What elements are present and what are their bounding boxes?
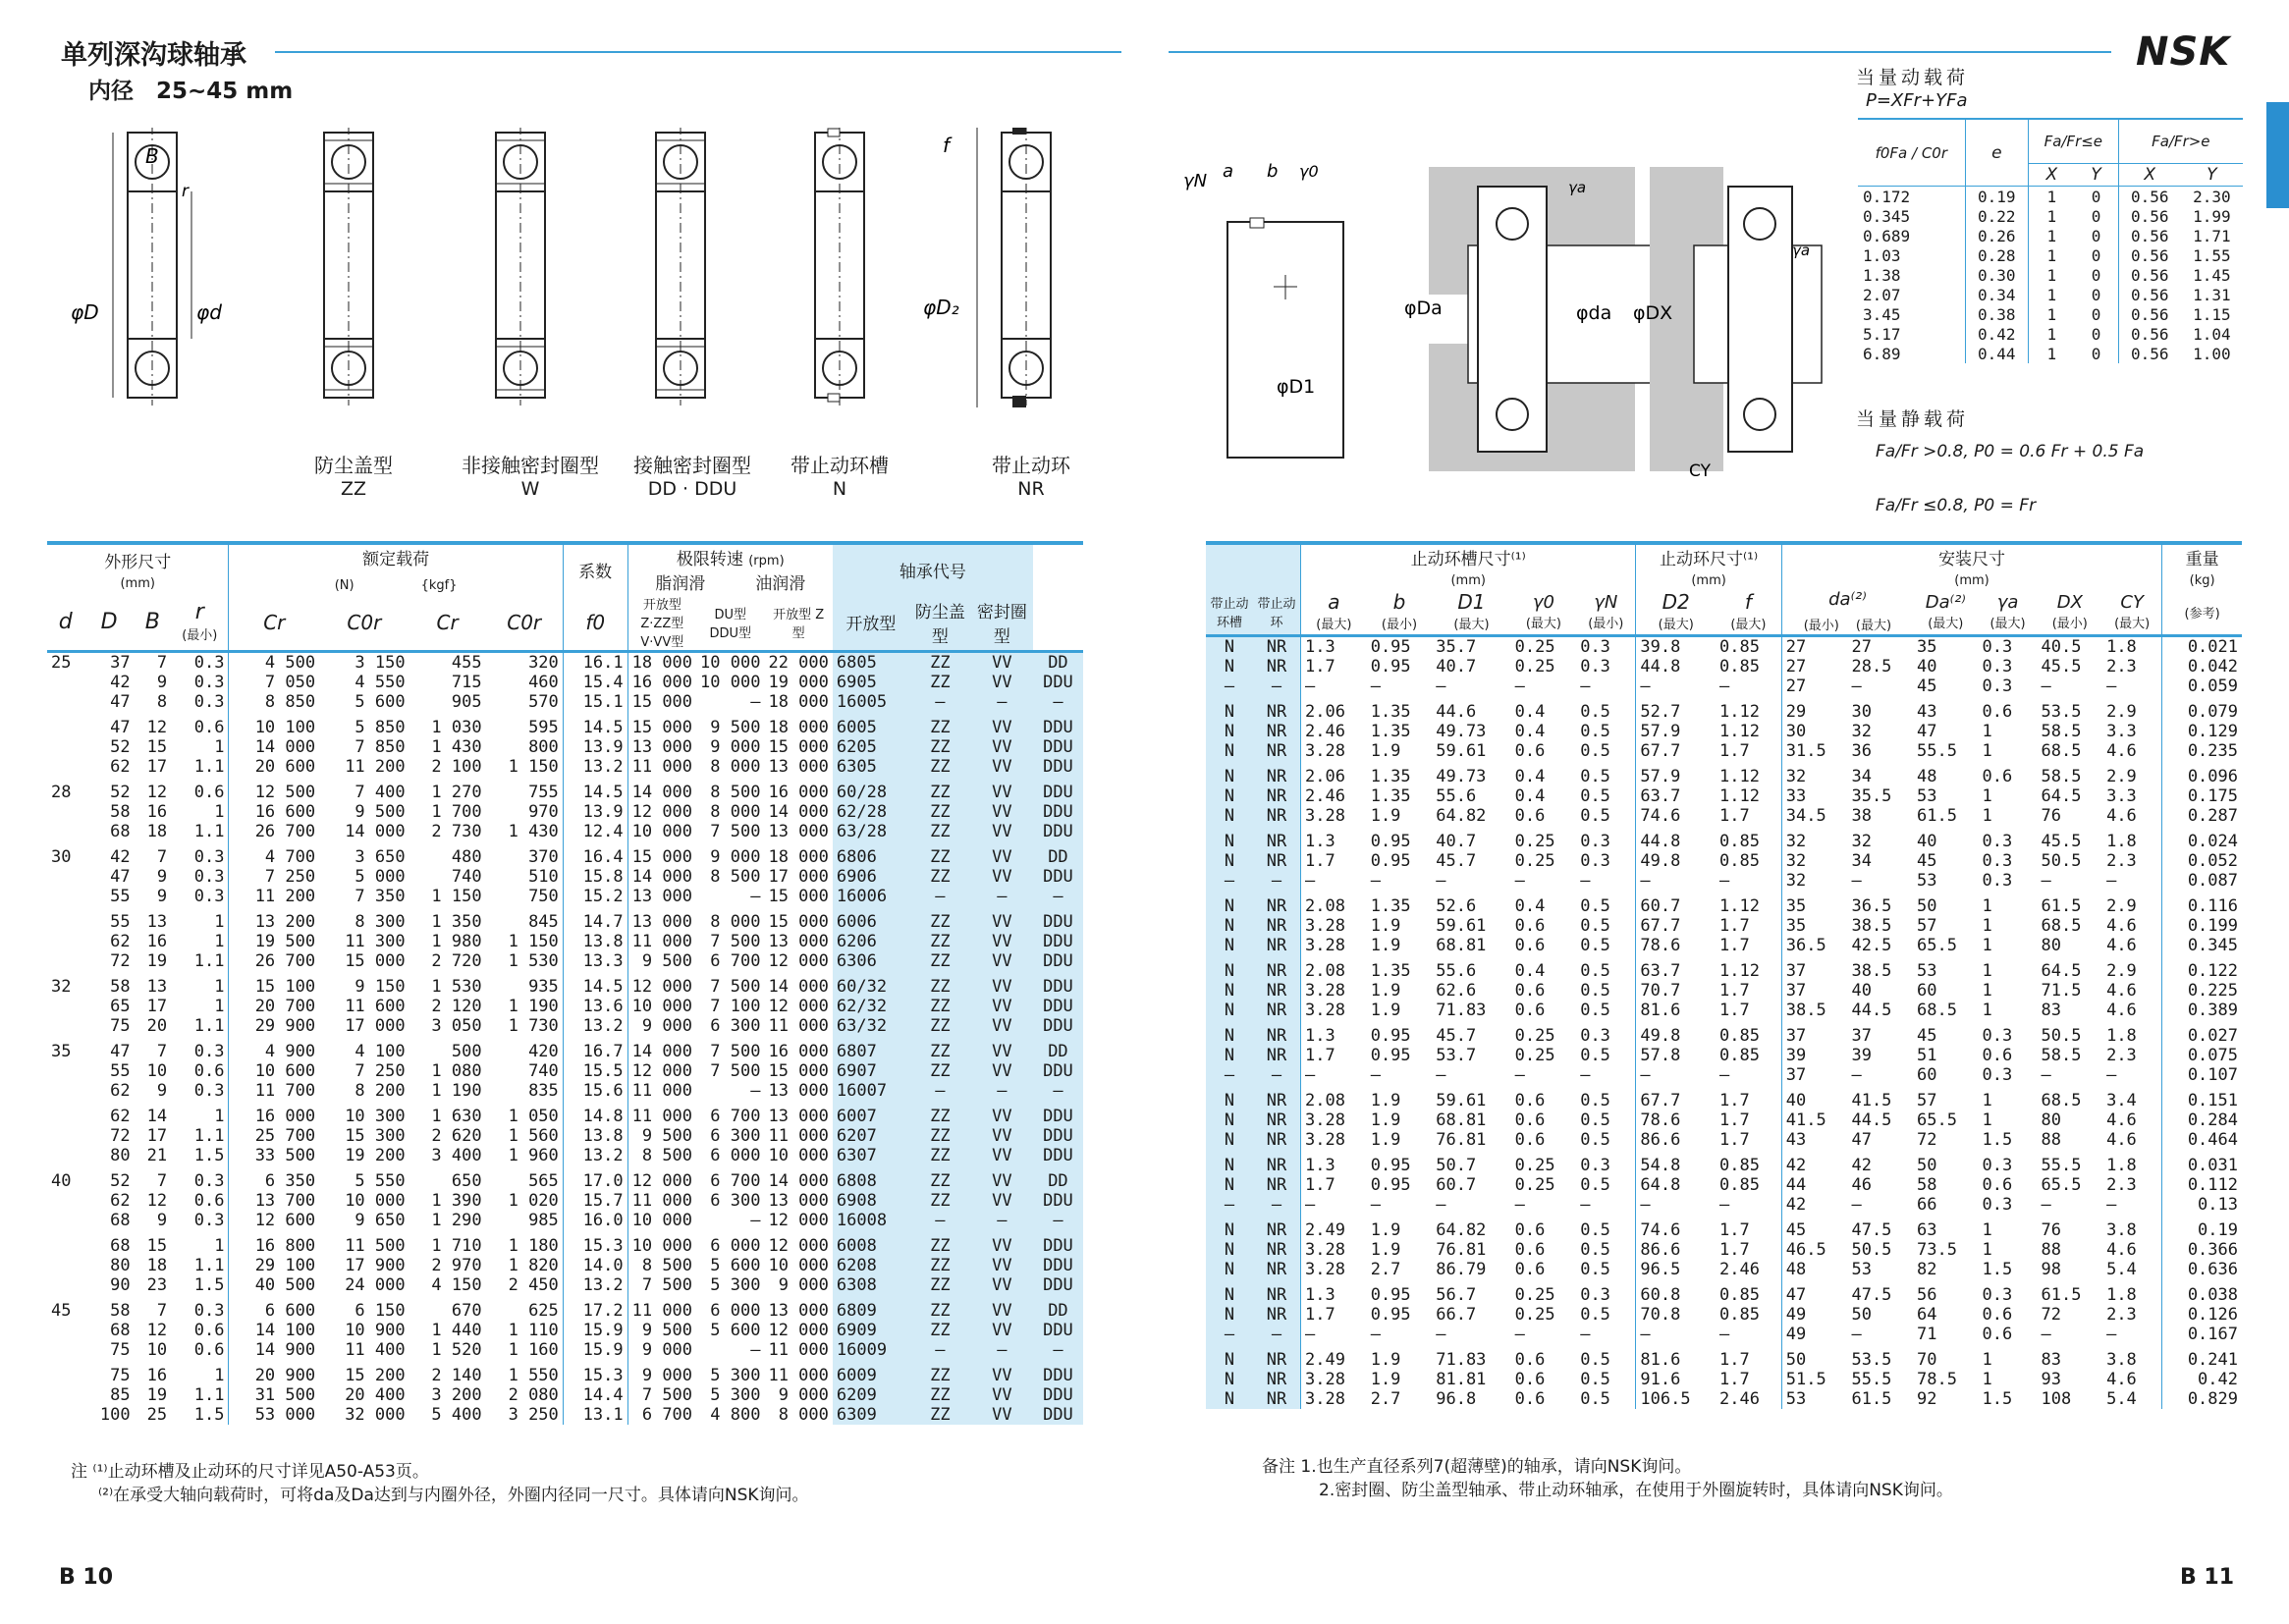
table-row: N NR 2.08 1.35 55.6 0.4 0.5 63.7 1.12 37 38.5 53 1 64.5 2.9 0.122 xyxy=(1206,955,2242,981)
table-row: 72 19 1.1 26 700 15 000 2 720 1 530 13.3 9 500 6 700 12 000 6306 ZZ VV DDU xyxy=(47,951,1083,971)
table-row: N NR 2.49 1.9 64.82 0.6 0.5 74.6 1.7 45 47.5 63 1 76 3.8 0.19 xyxy=(1206,1215,2242,1240)
page-number-right: B 11 xyxy=(2180,1565,2235,1590)
table-row: N NR 1.3 0.95 45.7 0.25 0.3 49.8 0.85 37 37 45 0.3 50.5 1.8 0.027 xyxy=(1206,1020,2242,1046)
hdr-coef: 系数 xyxy=(563,543,627,594)
table-row: N NR 3.28 2.7 86.79 0.6 0.5 96.5 2.46 48 53 82 1.5 98 5.4 0.636 xyxy=(1206,1260,2242,1279)
svg-text:γa: γa xyxy=(1568,179,1587,196)
bearing-figures xyxy=(59,128,1100,422)
svg-text:γN: γN xyxy=(1183,171,1208,191)
table-row: 75 10 0.6 14 900 11 400 1 520 1 160 15.9 9 000 — 11 000 16009 — — — xyxy=(47,1340,1083,1360)
load-row: 3.45 0.38 1 0 0.56 1.15 xyxy=(1863,304,2231,324)
fig-w-bearing xyxy=(496,128,545,406)
table-row: 75 20 1.1 29 900 17 000 3 050 1 730 13.2 9 000 6 300 11 000 63/32 ZZ VV DDU xyxy=(47,1016,1083,1036)
table-row: 55 13 1 13 200 8 300 1 350 845 14.7 13 000 8 000 15 000 6006 ZZ VV DDU xyxy=(47,906,1083,932)
table-row: N NR 3.28 1.9 59.61 0.6 0.5 67.7 1.7 31.5 36 55.5 1 68.5 4.6 0.235 xyxy=(1206,741,2242,761)
table-row: N NR 1.7 0.95 40.7 0.25 0.3 44.8 0.85 27 28.5 40 0.3 45.5 2.3 0.042 xyxy=(1206,657,2242,677)
table-row: 65 17 1 20 700 11 600 2 120 1 190 13.6 10 000 7 100 12 000 62/32 ZZ VV DDU xyxy=(47,997,1083,1016)
fig-snap-ring-detail xyxy=(1183,161,1343,458)
dyn-load-title: 当量动载荷 xyxy=(1856,67,1970,88)
table-row: N NR 1.7 0.95 66.7 0.25 0.5 70.8 0.85 49 50 64 0.6 72 2.3 0.126 xyxy=(1206,1305,2242,1325)
table-row: N NR 1.7 0.95 45.7 0.25 0.3 49.8 0.85 32 34 45 0.3 50.5 2.3 0.052 xyxy=(1206,851,2242,871)
table-row: N NR 3.28 1.9 71.83 0.6 0.5 81.6 1.7 38.5 44.5 68.5 1 83 4.6 0.389 xyxy=(1206,1001,2242,1020)
remark-1: 备注 1.也生产直径系列7(超薄壁)的轴承，请向NSK询问。 xyxy=(1262,1457,1692,1477)
fig-caption-w: 非接触密封圈型 W xyxy=(462,454,599,500)
table-row: N NR 3.28 1.9 68.81 0.6 0.5 78.6 1.7 36.5 42.5 65.5 1 80 4.6 0.345 xyxy=(1206,936,2242,955)
table-row: 55 9 0.3 11 200 7 350 1 150 750 15.2 13 000 — 15 000 16006 — — — xyxy=(47,887,1083,906)
mounting-dims-table: 止动环槽尺寸⁽¹⁾ (mm) 止动环尺寸⁽¹⁾ (mm) 安装尺寸 (mm) 重量 (kg) 带止动环槽 带止动环 a (最大) b (最小) D1 (最大) γ0 (最大) γN (最小) D2 (最大) f (最大) da⁽²⁾ (最小) (最大) Da⁽²⁾ (最大) γa (最大) DX (最小) CY (最大) (参考) N NR 1.3 0.95 35.7 0.25 0.3 39.8 0.85 27 27 35 0.3 40.5 1.8 0.021 N NR 1.7 0.95 40.7 0.25 0.3 44.8 0.85 27 28.5 40 0.3 45.5 2.3 0.042 — — — — — — — — — 27 — 45 0.3 — — 0.059 N NR 2.06 1.35 44.6 0.4 0.5 52.7 1.12 29 30 43 0.6 53.5 2.9 0.079 N NR 2.46 1.35 49.73 0.4 0.5 57.9 1.12 30 32 47 1 58.5 3.3 0.129 N NR 3.28 1.9 59.61 0.6 0.5 67.7 1.7 31.5 36 55.5 1 68.5 4.6 0.235 N NR 2.06 1.35 49.73 0.4 0.5 57.9 1.12 32 34 48 0.6 58.5 2.9 0.096 N NR 2.46 1.35 55.6 0.4 0.5 63.7 1.12 33 35.5 53 1 64.5 3.3 0.175 N NR 3.28 1.9 64.82 0.6 0.5 74.6 1.7 34.5 38 61.5 1 76 4.6 0.287 N NR 1.3 0.95 40.7 0.25 0.3 44.8 0.85 32 32 40 0.3 45.5 1.8 0.024 N NR 1.7 0.95 45.7 0.25 0.3 49.8 0.85 32 34 45 0.3 50.5 2.3 0.052 — — — — — — — — — 32 — 53 0.3 — — 0.087 N NR 2.08 1.35 52.6 0.4 0.5 60.7 1.12 35 36.5 50 1 61.5 2.9 0.116 N NR 3.28 1.9 59.61 0.6 0.5 67.7 1.7 35 38.5 57 1 68.5 4.6 0.199 N NR 3.28 1.9 68.81 0.6 0.5 78.6 1.7 36.5 42.5 65.5 1 80 4.6 0.345 N NR 2.08 1.35 55.6 0.4 0.5 63.7 1.12 37 38.5 53 1 64.5 2.9 0.122 N NR 3.28 1.9 62.6 0.6 0.5 70.7 1.7 37 40 60 1 71.5 4.6 0.225 N NR 3.28 1.9 71.83 0.6 0.5 81.6 1.7 38.5 44.5 68.5 1 83 4.6 0.389 N NR 1.3 0.95 45.7 0.25 0.3 49.8 0.85 37 37 45 0.3 50.5 1.8 0.027 N NR 1.7 0.95 53.7 0.25 0.5 57.8 0.85 39 39 51 0.6 58.5 2.3 0.075 — — — — — — — — — 37 — 60 0.3 — — 0.107 N NR 2.08 1.9 59.61 0.6 0.5 67.7 1.7 40 41.5 57 1 68.5 3.4 0.151 N NR 3.28 1.9 68.81 0.6 0.5 78.6 1.7 41.5 44.5 65.5 1 80 4.6 0.284 N NR 3.28 1.9 76.81 0.6 0.5 86.6 1.7 43 47 72 1.5 88 4.6 0.464 N NR 1.3 0.95 50.7 0.25 0.3 54.8 0.85 42 42 50 0.3 55.5 1.8 0.031 N NR 1.7 0.95 60.7 0.25 0.5 64.8 0.85 44 46 58 0.6 65.5 2.3 0.112 — — — — — — — — — 42 — 66 0.3 — — 0.13 N NR 2.49 1.9 64.82 0.6 0.5 74.6 1.7 45 47.5 63 1 76 3.8 0.19 N NR 3.28 1.9 76.81 0.6 0.5 86.6 1.7 46.5 50.5 73.5 1 88 4.6 0.366 N NR 3.28 2.7 86.79 0.6 0.5 96.5 2.46 48 53 82 1.5 98 5.4 0.636 N NR 1.3 0.95 56.7 0.25 0.3 60.8 0.85 47 47.5 56 0.3 61.5 1.8 0.038 N NR 1.7 0.95 66.7 0.25 0.5 70.8 0.85 49 50 64 0.6 72 2.3 0.126 — — — — — — — — — 49 — 71 0.6 — — 0.167 N NR 2.49 1.9 71.83 0.6 0.5 81.6 1.7 50 53.5 70 1 83 3.8 0.241 N NR 3.28 1.9 81.81 0.6 0.5 91.6 1.7 51.5 55.5 78.5 1 93 4.6 0.42 N NR 3.28 2.7 96.8 0.6 0.5 106.5 2.46 53 61.5 92 1.5 108 5.4 0.829 xyxy=(1206,541,2242,1409)
fig-ddu-bearing xyxy=(656,128,705,406)
table-row: 68 12 0.6 14 100 10 900 1 440 1 110 15.9 9 500 5 600 12 000 6909 ZZ VV DDU xyxy=(47,1321,1083,1340)
table-row: N NR 3.28 2.7 96.8 0.6 0.5 106.5 2.46 53 61.5 92 1.5 108 5.4 0.829 xyxy=(1206,1389,2242,1409)
table-row: 68 15 1 16 800 11 500 1 710 1 180 15.3 10 000 6 000 12 000 6008 ZZ VV DDU xyxy=(47,1230,1083,1256)
svg-text:φD1: φD1 xyxy=(1277,376,1316,398)
table-row: 80 21 1.5 33 500 19 200 3 400 1 960 13.2 8 500 6 000 10 000 6307 ZZ VV DDU xyxy=(47,1146,1083,1165)
table-row: 47 12 0.6 10 100 5 850 1 030 595 14.5 15 000 9 500 18 000 6005 ZZ VV DDU xyxy=(47,712,1083,737)
bearing-spec-table: 外形尺寸 (mm) 额定载荷 (N) {kgf} 系数 极限转速 (rpm) 脂润滑 油润滑 轴承代号 d D B r (最小) Cr C0r Cr C0r f0 开放型 Z·ZZ型 V·VV型 DU型 DDU型 开放型 Z 型 开放型 防尘盖型 密封圈型 25 37 7 0.3 4 500 3 150 455 320 16.1 18 000 10 000 22 000 6805 ZZ VV DD 42 9 0.3 7 050 4 550 715 460 15.4 16 000 10 000 19 000 6905 ZZ VV DDU 47 8 0.3 8 850 5 600 905 570 15.1 15 000 — 18 000 16005 — — — 47 12 0.6 10 100 5 850 1 030 595 14.5 15 000 9 500 18 000 6005 ZZ VV DDU 52 15 1 14 000 7 850 1 430 800 13.9 13 000 9 000 15 000 6205 ZZ VV DDU 62 17 1.1 20 600 11 200 2 100 1 150 13.2 11 000 8 000 13 000 6305 ZZ VV DDU 28 52 12 0.6 12 500 7 400 1 270 755 14.5 14 000 8 500 16 000 60/28 ZZ VV DDU 58 16 1 16 600 9 500 1 700 970 13.9 12 000 8 000 14 000 62/28 ZZ VV DDU 68 18 1.1 26 700 14 000 2 730 1 430 12.4 10 000 7 500 13 000 63/28 ZZ VV DDU 30 42 7 0.3 4 700 3 650 480 370 16.4 15 000 9 000 18 000 6806 ZZ VV DD 47 9 0.3 7 250 5 000 740 510 15.8 14 000 8 500 17 000 6906 ZZ VV DDU 55 9 0.3 11 200 7 350 1 150 750 15.2 13 000 — 15 000 16006 — — — 55 13 1 13 200 8 300 1 350 845 14.7 13 000 8 000 15 000 6006 ZZ VV DDU 62 16 1 19 500 11 300 1 980 1 150 13.8 11 000 7 500 13 000 6206 ZZ VV DDU 72 19 1.1 26 700 15 000 2 720 1 530 13.3 9 500 6 700 12 000 6306 ZZ VV DDU 32 58 13 1 15 100 9 150 1 530 935 14.5 12 000 7 500 14 000 60/32 ZZ VV DDU 65 17 1 20 700 11 600 2 120 1 190 13.6 10 000 7 100 12 000 62/32 ZZ VV DDU 75 20 1.1 29 900 17 000 3 050 1 730 13.2 9 000 6 300 11 000 63/32 ZZ VV DDU 35 47 7 0.3 4 900 4 100 500 420 16.7 14 000 7 500 16 000 6807 ZZ VV DD 55 10 0.6 10 600 7 250 1 080 740 15.5 12 000 7 500 15 000 6907 ZZ VV DDU 62 9 0.3 11 700 8 200 1 190 835 15.6 11 000 — 13 000 16007 — — — 62 14 1 16 000 10 300 1 630 1 050 14.8 11 000 6 700 13 000 6007 ZZ VV DDU 72 17 1.1 25 700 15 300 2 620 1 560 13.8 9 500 6 300 11 000 6207 ZZ VV DDU 80 21 1.5 33 500 19 200 3 400 1 960 13.2 8 500 6 000 10 000 6307 ZZ VV DDU 40 52 7 0.3 6 350 5 550 650 565 17.0 12 000 6 700 14 000 6808 ZZ VV DD 62 12 0.6 13 700 10 000 1 390 1 020 15.7 11 000 6 300 13 000 6908 ZZ VV DDU 68 9 0.3 12 600 9 650 1 290 985 16.0 10 000 — 12 000 16008 — — — 68 15 1 16 800 11 500 1 710 1 180 15.3 10 000 6 000 12 000 6008 ZZ VV DDU 80 18 1.1 29 100 17 900 2 970 1 820 14.0 8 500 5 600 10 000 6208 ZZ VV DDU 90 23 1.5 40 500 24 000 4 150 2 450 13.2 7 500 5 300 9 000 6308 ZZ VV DDU 45 58 7 0.3 6 600 6 150 670 625 17.2 11 000 6 000 13 000 6809 ZZ VV DD 68 12 0.6 14 100 10 900 1 440 1 110 15.9 9 500 5 600 12 000 6909 ZZ VV DDU 75 10 0.6 14 900 11 400 1 520 1 160 15.9 9 000 — 11 000 16009 — — — 75 16 1 20 900 15 200 2 140 1 550 15.3 9 000 5 300 11 000 6009 ZZ VV DDU 85 19 1.1 31 500 20 400 3 200 2 080 14.4 7 500 5 300 9 000 6209 ZZ VV DDU 100 25 1.5 53 000 32 000 5 400 3 250 13.1 6 700 4 800 8 000 6309 ZZ VV DDU xyxy=(47,541,1083,1425)
table-row: 100 25 1.5 53 000 32 000 5 400 3 250 13.1 6 700 4 800 8 000 6309 ZZ VV DDU xyxy=(47,1405,1083,1425)
footnote-2: ⁽²⁾在承受大轴向载荷时，可将da及Da达到与内圈外径，外圈内径同一尺寸。具体请向NSK询问。 xyxy=(98,1486,809,1505)
table-row: N NR 1.3 0.95 56.7 0.25 0.3 60.8 0.85 47 47.5 56 0.3 61.5 1.8 0.038 xyxy=(1206,1279,2242,1305)
page-subtitle: 内径 25~45 mm xyxy=(88,79,294,104)
section-tab xyxy=(2266,102,2289,208)
svg-text:CY: CY xyxy=(1689,461,1711,481)
table-row: 62 9 0.3 11 700 8 200 1 190 835 15.6 11 000 — 13 000 16007 — — — xyxy=(47,1081,1083,1101)
title-rule-left xyxy=(275,51,1121,53)
label-B: B xyxy=(145,144,159,168)
svg-text:φDa: φDa xyxy=(1404,298,1443,319)
table-row: 32 58 13 1 15 100 9 150 1 530 935 14.5 12 000 7 500 14 000 60/32 ZZ VV DDU xyxy=(47,971,1083,997)
page-title: 单列深沟球轴承 xyxy=(61,40,246,71)
load-row: 5.17 0.42 1 0 0.56 1.04 xyxy=(1863,324,2231,344)
fig-caption-zz: 防尘盖型 ZZ xyxy=(314,454,393,500)
table-row: 80 18 1.1 29 100 17 900 2 970 1 820 14.0 8 500 5 600 10 000 6208 ZZ VV DDU xyxy=(47,1256,1083,1275)
table-row: 25 37 7 0.3 4 500 3 150 455 320 16.1 18 000 10 000 22 000 6805 ZZ VV DD xyxy=(47,652,1083,674)
svg-text:a: a xyxy=(1223,161,1234,182)
table-row: N NR 3.28 1.9 81.81 0.6 0.5 91.6 1.7 51.5 55.5 78.5 1 93 4.6 0.42 xyxy=(1206,1370,2242,1389)
table-row: N NR 2.49 1.9 71.83 0.6 0.5 81.6 1.7 50 53.5 70 1 83 3.8 0.241 xyxy=(1206,1344,2242,1370)
table-row: 90 23 1.5 40 500 24 000 4 150 2 450 13.2 7 500 5 300 9 000 6308 ZZ VV DDU xyxy=(47,1275,1083,1295)
table-row: 62 14 1 16 000 10 300 1 630 1 050 14.8 11 000 6 700 13 000 6007 ZZ VV DDU xyxy=(47,1101,1083,1126)
svg-text:γ0: γ0 xyxy=(1299,162,1319,181)
fig-caption-ddu: 接触密封圈型 DD · DDU xyxy=(633,454,751,500)
table-row: 42 9 0.3 7 050 4 550 715 460 15.4 16 000 10 000 19 000 6905 ZZ VV DDU xyxy=(47,673,1083,692)
table-row: N NR 1.3 0.95 50.7 0.25 0.3 54.8 0.85 42 42 50 0.3 55.5 1.8 0.031 xyxy=(1206,1150,2242,1175)
table-row: 85 19 1.1 31 500 20 400 3 200 2 080 14.4 7 500 5 300 9 000 6209 ZZ VV DDU xyxy=(47,1385,1083,1405)
label-r: r xyxy=(182,182,189,201)
table-row: 45 58 7 0.3 6 600 6 150 670 625 17.2 11 000 6 000 13 000 6809 ZZ VV DD xyxy=(47,1295,1083,1321)
table-row: N NR 3.28 1.9 76.81 0.6 0.5 86.6 1.7 46.5 50.5 73.5 1 88 4.6 0.366 xyxy=(1206,1240,2242,1260)
table-row: N NR 1.3 0.95 35.7 0.25 0.3 39.8 0.85 27 27 35 0.3 40.5 1.8 0.021 xyxy=(1206,636,2242,658)
table-row: N NR 1.7 0.95 53.7 0.25 0.5 57.8 0.85 39 39 51 0.6 58.5 2.3 0.075 xyxy=(1206,1046,2242,1065)
fig-open-bearing xyxy=(113,128,191,406)
label-D2: φD₂ xyxy=(923,296,959,319)
table-row: N NR 2.46 1.35 55.6 0.4 0.5 63.7 1.12 33 35.5 53 1 64.5 3.3 0.175 xyxy=(1206,786,2242,806)
fig-n-bearing xyxy=(815,128,864,406)
hdr-speed: 极限转速 (rpm) 脂润滑 油润滑 xyxy=(627,543,833,594)
fig-nr-bearing xyxy=(977,128,1051,407)
fig-caption-nr: 带止动环 NR xyxy=(992,454,1070,500)
dyn-load-formula: P=XFr+YFa xyxy=(1866,90,1968,111)
load-row: 6.89 0.44 1 0 0.56 1.00 xyxy=(1863,344,2231,363)
table-row: N NR 3.28 1.9 62.6 0.6 0.5 70.7 1.7 37 40 60 1 71.5 4.6 0.225 xyxy=(1206,981,2242,1001)
svg-text:b: b xyxy=(1267,161,1279,182)
table-row: — — — — — — — — — 37 — 60 0.3 — — 0.107 xyxy=(1206,1065,2242,1085)
title-rule-right xyxy=(1169,51,2111,53)
table-row: — — — — — — — — — 42 — 66 0.3 — — 0.13 xyxy=(1206,1195,2242,1215)
load-row: 0.172 0.19 1 0 0.56 2.30 xyxy=(1863,187,2231,206)
table-row: N NR 2.06 1.35 49.73 0.4 0.5 57.9 1.12 32 34 48 0.6 58.5 2.9 0.096 xyxy=(1206,761,2242,786)
table-row: 30 42 7 0.3 4 700 3 650 480 370 16.4 15 000 9 000 18 000 6806 ZZ VV DD xyxy=(47,841,1083,867)
page-number-left: B 10 xyxy=(59,1565,114,1590)
label-d: φd xyxy=(196,300,222,324)
table-row: N NR 3.28 1.9 68.81 0.6 0.5 78.6 1.7 41.5 44.5 65.5 1 80 4.6 0.284 xyxy=(1206,1110,2242,1130)
table-row: — — — — — — — — — 27 — 45 0.3 — — 0.059 xyxy=(1206,677,2242,696)
table-row: 68 9 0.3 12 600 9 650 1 290 985 16.0 10 000 — 12 000 16008 — — — xyxy=(47,1211,1083,1230)
hdr-code: 轴承代号 xyxy=(833,543,1033,594)
hdr-rated: 额定载荷 (N) {kgf} xyxy=(229,543,563,594)
static-formula-1: Fa/Fr >0.8, P0 = 0.6 Fr + 0.5 Fa xyxy=(1876,442,2145,461)
svg-text:γa: γa xyxy=(1792,242,1811,259)
load-row: 0.689 0.26 1 0 0.56 1.71 xyxy=(1863,226,2231,245)
table-row: 75 16 1 20 900 15 200 2 140 1 550 15.3 9 000 5 300 11 000 6009 ZZ VV DDU xyxy=(47,1360,1083,1385)
table-row: N NR 3.28 1.9 64.82 0.6 0.5 74.6 1.7 34.5 38 61.5 1 76 4.6 0.287 xyxy=(1206,806,2242,826)
svg-text:φDX: φDX xyxy=(1633,302,1673,324)
table-row: N NR 3.28 1.9 76.81 0.6 0.5 86.6 1.7 43 47 72 1.5 88 4.6 0.464 xyxy=(1206,1130,2242,1150)
table-row: 68 18 1.1 26 700 14 000 2 730 1 430 12.4 10 000 7 500 13 000 63/28 ZZ VV DDU xyxy=(47,822,1083,841)
table-row: N NR 2.06 1.35 44.6 0.4 0.5 52.7 1.12 29 30 43 0.6 53.5 2.9 0.079 xyxy=(1206,696,2242,722)
load-row: 1.38 0.30 1 0 0.56 1.45 xyxy=(1863,265,2231,285)
load-row: 0.345 0.22 1 0 0.56 1.99 xyxy=(1863,206,2231,226)
load-row: 2.07 0.34 1 0 0.56 1.31 xyxy=(1863,285,2231,304)
footnote-1: 注 ⁽¹⁾止动环槽及止动环的尺寸详见A50-A53页。 xyxy=(71,1462,429,1482)
table-row: 47 9 0.3 7 250 5 000 740 510 15.8 14 000 8 500 17 000 6906 ZZ VV DDU xyxy=(47,867,1083,887)
table-row: — — — — — — — — — 32 — 53 0.3 — — 0.087 xyxy=(1206,871,2242,891)
table-row: 40 52 7 0.3 6 350 5 550 650 565 17.0 12 000 6 700 14 000 6808 ZZ VV DD xyxy=(47,1165,1083,1191)
mounting-figures xyxy=(1183,147,1831,481)
table-row: 47 8 0.3 8 850 5 600 905 570 15.1 15 000 — 18 000 16005 — — — xyxy=(47,692,1083,712)
table-row: N NR 2.46 1.35 49.73 0.4 0.5 57.9 1.12 30 32 47 1 58.5 3.3 0.129 xyxy=(1206,722,2242,741)
table-row: 62 12 0.6 13 700 10 000 1 390 1 020 15.7 11 000 6 300 13 000 6908 ZZ VV DDU xyxy=(47,1191,1083,1211)
svg-text:φda: φda xyxy=(1576,302,1612,324)
table-row: N NR 2.08 1.35 52.6 0.4 0.5 60.7 1.12 35 36.5 50 1 61.5 2.9 0.116 xyxy=(1206,891,2242,916)
table-row: 62 17 1.1 20 600 11 200 2 100 1 150 13.2 11 000 8 000 13 000 6305 ZZ VV DDU xyxy=(47,757,1083,777)
table-row: 72 17 1.1 25 700 15 300 2 620 1 560 13.8 9 500 6 300 11 000 6207 ZZ VV DDU xyxy=(47,1126,1083,1146)
table-row: N NR 2.08 1.9 59.61 0.6 0.5 67.7 1.7 40 41.5 57 1 68.5 3.4 0.151 xyxy=(1206,1085,2242,1110)
fig-caption-n: 带止动环槽 N xyxy=(790,454,889,500)
fig-mount-dx xyxy=(1633,167,1822,481)
static-formula-2: Fa/Fr ≤0.8, P0 = Fr xyxy=(1876,496,2037,515)
remark-2: 2.密封圈、防尘盖型轴承、带止动环轴承，在使用于外圈旋转时，具体请向NSK询问。 xyxy=(1319,1481,1953,1500)
hdr-outer: 外形尺寸 (mm) xyxy=(104,552,172,591)
static-load-title: 当量静载荷 xyxy=(1856,408,1970,430)
fig-zz-bearing xyxy=(324,128,373,406)
table-row: 55 10 0.6 10 600 7 250 1 080 740 15.5 12 000 7 500 15 000 6907 ZZ VV DDU xyxy=(47,1061,1083,1081)
table-row: N NR 3.28 1.9 59.61 0.6 0.5 67.7 1.7 35 38.5 57 1 68.5 4.6 0.199 xyxy=(1206,916,2242,936)
table-row: N NR 1.3 0.95 40.7 0.25 0.3 44.8 0.85 32 32 40 0.3 45.5 1.8 0.024 xyxy=(1206,826,2242,851)
table-row: 35 47 7 0.3 4 900 4 100 500 420 16.7 14 000 7 500 16 000 6807 ZZ VV DD xyxy=(47,1036,1083,1061)
table-row: 28 52 12 0.6 12 500 7 400 1 270 755 14.5 14 000 8 500 16 000 60/28 ZZ VV DDU xyxy=(47,777,1083,802)
table-row: 58 16 1 16 600 9 500 1 700 970 13.9 12 000 8 000 14 000 62/28 ZZ VV DDU xyxy=(47,802,1083,822)
table-row: N NR 1.7 0.95 60.7 0.25 0.5 64.8 0.85 44 46 58 0.6 65.5 2.3 0.112 xyxy=(1206,1175,2242,1195)
load-factor-table: f0Fa / C0r e Fa/Fr≤e Fa/Fr>e X Y X Y 0.172 0.19 1 0 0.56 2.30 0.345 0.22 1 0 0.56 1.99 0.689 0.26 1 0 0.56 1.71 1.03 0.28 1 0 0.56 1.55 1.38 0.30 1 0 0.56 1.45 2.07 0.34 1 0 0.56 1.31 3.45 0.38 1 0 0.56 1.15 5.17 0.42 1 0 0.56 1.04 6.89 0.44 1 0 0.56 1.00 xyxy=(1858,118,2243,363)
label-D: φD xyxy=(71,300,99,324)
table-row: — — — — — — — — — 49 — 71 0.6 — — 0.167 xyxy=(1206,1325,2242,1344)
table-row: 52 15 1 14 000 7 850 1 430 800 13.9 13 000 9 000 15 000 6205 ZZ VV DDU xyxy=(47,737,1083,757)
load-row: 1.03 0.28 1 0 0.56 1.55 xyxy=(1863,245,2231,265)
nsk-logo: NSK xyxy=(2136,29,2231,75)
table-row: 62 16 1 19 500 11 300 1 980 1 150 13.8 11 000 7 500 13 000 6206 ZZ VV DDU xyxy=(47,932,1083,951)
label-f: f xyxy=(943,134,951,157)
